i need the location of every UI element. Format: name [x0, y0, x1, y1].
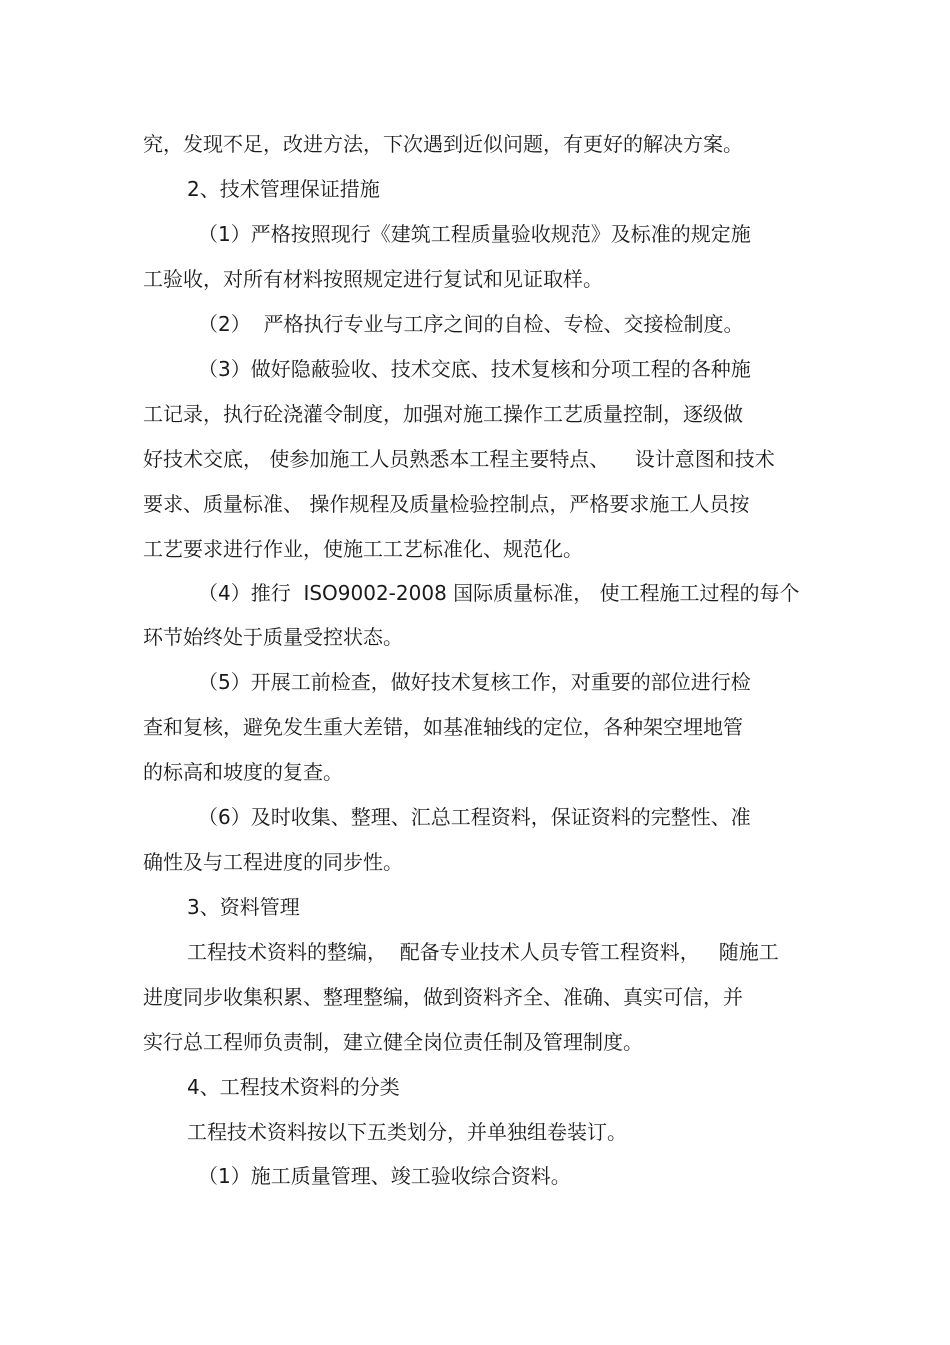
paragraph-line: 要求、质量标准、 操作规程及质量检验控制点，严格要求施工人员按 — [143, 492, 750, 516]
paragraph-line: 实行总工程师负责制，建立健全岗位责任制及管理制度。 — [143, 1030, 643, 1054]
paragraph-line: （4）推行 ISO9002-2008 国际质量标准， 使工程施工过程的每个 — [198, 581, 800, 605]
paragraph-line: （1）严格按照现行《建筑工程质量验收规范》及标准的规定施 — [198, 222, 751, 246]
paragraph-line: （2） 严格执行专业与工序之间的自检、专检、交接检制度。 — [198, 312, 744, 336]
paragraph-line: 的标高和坡度的复查。 — [143, 760, 343, 784]
paragraph-line: 工验收，对所有材料按照规定进行复试和见证取样。 — [143, 267, 603, 291]
paragraph-line: 进度同步收集积累、整理整编，做到资料齐全、准确、真实可信，并 — [143, 985, 743, 1009]
paragraph-line: （5）开展工前检查，做好技术复核工作，对重要的部位进行检 — [198, 670, 751, 694]
paragraph-line: 工程技术资料的整编， 配备专业技术人员专管工程资料， 随施工 — [187, 940, 779, 964]
paragraph-line: 工记录，执行砼浇灌令制度，加强对施工操作工艺质量控制，逐级做 — [143, 402, 743, 426]
paragraph-line: 工艺要求进行作业，使施工工艺标准化、规范化。 — [143, 537, 583, 561]
section-heading: 2、技术管理保证措施 — [187, 177, 380, 201]
paragraph-line: 好技术交底， 使参加施工人员熟悉本工程主要特点、 设计意图和技术 — [143, 447, 775, 471]
paragraph-line: （6）及时收集、整理、汇总工程资料，保证资料的完整性、准 — [198, 805, 751, 829]
paragraph-line: 究，发现不足，改进方法，下次遇到近似问题，有更好的解决方案。 — [143, 132, 743, 156]
paragraph-line: 工程技术资料按以下五类划分，并单独组卷装订。 — [187, 1120, 627, 1144]
section-heading: 3、资料管理 — [187, 895, 300, 919]
section-heading: 4、工程技术资料的分类 — [187, 1075, 400, 1099]
paragraph-line: 查和复核，避免发生重大差错，如基准轴线的定位，各种架空埋地管 — [143, 715, 743, 739]
paragraph-line: 确性及与工程进度的同步性。 — [143, 850, 403, 874]
paragraph-line: 环节始终处于质量受控状态。 — [143, 625, 403, 649]
paragraph-line: （3）做好隐蔽验收、技术交底、技术复核和分项工程的各种施 — [198, 357, 751, 381]
paragraph-line: （1）施工质量管理、竣工验收综合资料。 — [198, 1164, 571, 1188]
